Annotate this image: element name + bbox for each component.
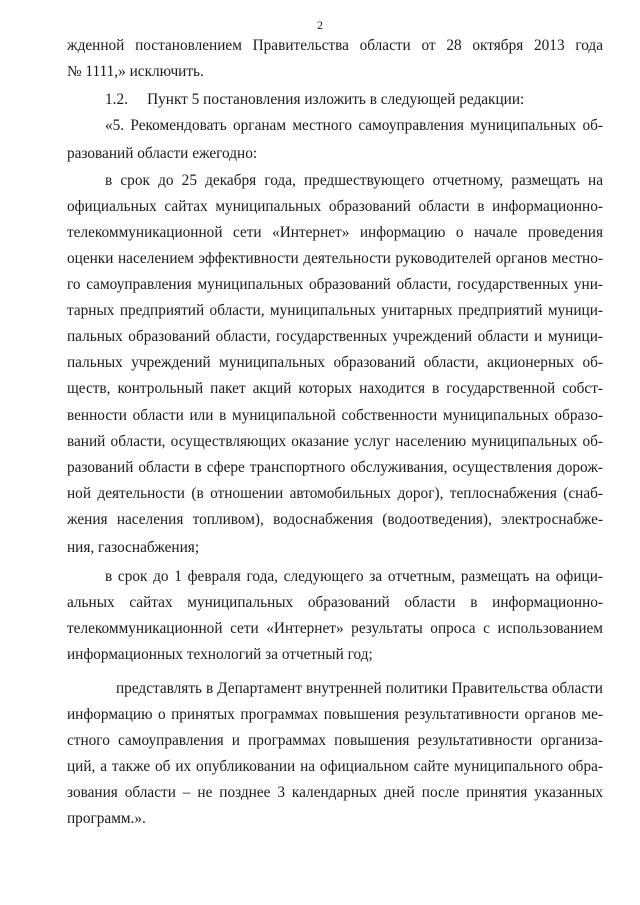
text-line: пальных образований области, государственных учреждений области и муници- [67,328,603,345]
text-line: ваний области, осуществляющих оказание услуг населению муниципальных об- [67,433,603,450]
text-line: пальных учреждений муниципальных образований области, акционерных об- [67,354,603,371]
text-line: ществ, контрольный пакет акций которых находится в государственной собст- [67,380,603,397]
text-line: в срок до 1 февраля года, следующего за отчетным, размещать на офици- [105,568,603,585]
text-line: в срок до 25 декабря года, предшествующего отчетному, размещать на [105,172,603,189]
text-line: ной деятельности (в отношении автомобильных дорог), теплоснабжения (снаб- [67,485,603,502]
text-line: телекоммуникационной сети «Интернет» результаты опроса с использованием [67,620,603,637]
text-line: венности области или в муниципальной собственности муниципальных образо- [67,407,603,424]
text-line: программ.». [67,810,146,827]
text-line: телекоммуникационной сети «Интернет» информацию о начале проведения [67,224,603,241]
text-line: разований области ежегодно: [67,145,258,162]
text-line: жения населения топливом), водоснабжения (водоотведения), электроснабже- [67,511,603,528]
text-line: жденной постановлением Правительства области от 28 октября 2013 года [67,37,603,54]
text-line: оценки населением эффективности деятельности руководителей органов местно- [67,250,603,267]
text-line: разований области в сфере транспортного обслуживания, осуществления дорож- [67,459,603,476]
text-line: зования области – не позднее 3 календарных дней после принятия указанных [67,784,603,801]
text-line: ния, газоснабжения; [67,539,200,556]
text-line: официальных сайтах муниципальных образований области в информационно- [67,198,603,215]
text-line: тарных предприятий области, муниципальных унитарных предприятий муници- [67,302,603,319]
text-line: го самоуправления муниципальных образований области, государственных уни- [67,276,603,293]
text-line: стного самоуправления и программах повышения результативности организа- [67,732,603,749]
text-line: ций, а также об их опубликовании на официальном сайте муниципального обра- [67,758,603,775]
page-number: 2 [317,18,323,32]
text-line: представлять в Департамент внутренней политики Правительства области [116,680,603,697]
text-line: информационных технологий за отчетный год; [67,646,373,663]
text-line: 1.2. Пункт 5 постановления изложить в следующей редакции: [105,91,525,108]
text-line: альных сайтах муниципальных образований области в информационно- [67,594,603,611]
text-line: «5. Рекомендовать органам местного самоуправления муниципальных об- [105,117,603,134]
text-line: № 1111,» исключить. [67,63,204,80]
text-line: информацию о принятых программах повышения результативности органов ме- [67,706,603,723]
